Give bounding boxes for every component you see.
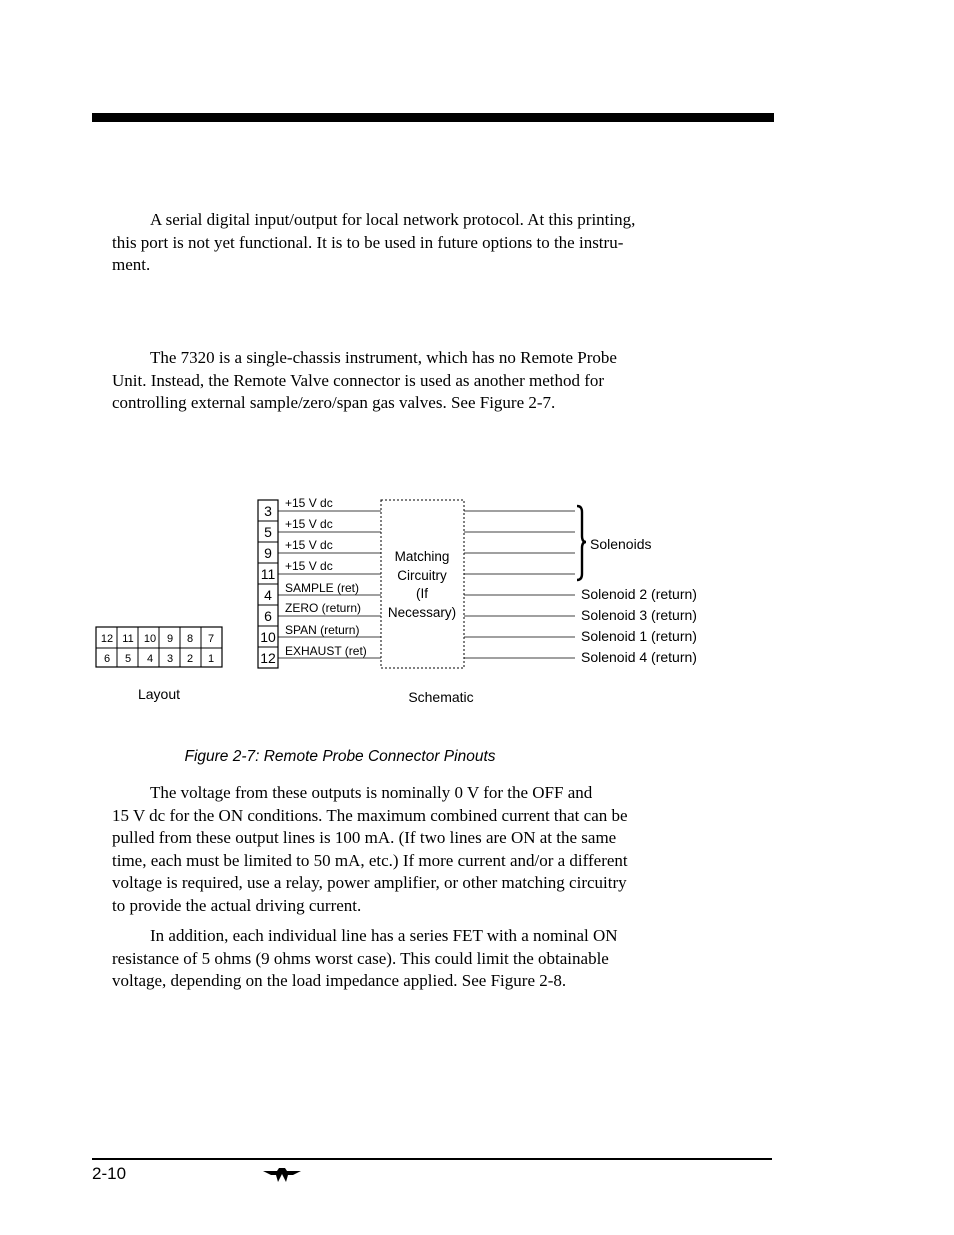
schematic-label: Schematic — [408, 689, 474, 705]
return-label: Solenoid 3 (return) — [581, 607, 697, 623]
layout-pin-top-1: 12 — [100, 633, 114, 645]
svg-text:(If: (If — [416, 586, 428, 601]
paragraph-network-port: A serial digital input/output for local network protocol. At this printing, this port is not yet functional. It is to be used in future options to the instru- ment. — [112, 210, 636, 275]
layout-pin-top-3: 10 — [143, 633, 157, 645]
matching-circuitry-label — [388, 549, 456, 620]
output-lines — [464, 511, 575, 658]
pin-number: 3 — [264, 503, 272, 519]
layout-pin-bottom-3: 4 — [146, 653, 154, 665]
paragraph-remote-valve: The 7320 is a single-chassis instrument, which has no Remote Probe Unit. Instead, the Remote Valve connector is used as another method for controlling external sample/zero/span gas valves. See Figure 2-7. — [112, 348, 617, 413]
return-label: Solenoid 2 (return) — [581, 586, 697, 602]
svg-text:Circuitry: Circuitry — [397, 568, 447, 583]
svg-text:Necessary): Necessary) — [387, 605, 457, 620]
signal-label: SPAN (return) — [285, 623, 360, 637]
signal-label: +15 V dc — [285, 538, 333, 552]
signal-label: SAMPLE (ret) — [285, 581, 360, 595]
signal-label: +15 V dc — [285, 496, 333, 510]
page-number: 2-10 — [92, 1164, 127, 1183]
pin-number: 6 — [264, 608, 272, 624]
signal-label: +15 V dc — [285, 517, 333, 531]
layout-label: Layout — [137, 686, 181, 702]
pin-number: 9 — [264, 545, 272, 561]
pin-number: 11 — [260, 566, 276, 582]
schematic-pin-column — [258, 500, 278, 668]
teledyne-logo-icon — [263, 1168, 301, 1182]
layout-pin-top-4: 9 — [166, 633, 174, 645]
connector-layout-grid — [96, 627, 222, 667]
paragraph-fet-resistance: In addition, each individual line has a series FET with a nominal ON resistance of 5 ohms (9 ohms worst case). This could limit the obtainable voltage, depending on the load impedance applied. See Figure 2-8. — [112, 926, 618, 991]
signal-labels — [285, 496, 367, 658]
layout-pin-bottom-6: 1 — [207, 653, 215, 665]
layout-pin-bottom-4: 3 — [166, 653, 174, 665]
return-label: Solenoid 4 (return) — [581, 649, 697, 665]
pin-number: 10 — [260, 629, 276, 645]
layout-pin-top-6: 7 — [207, 633, 215, 645]
layout-pin-top-5: 8 — [186, 633, 194, 645]
matching-circuitry-box — [381, 500, 464, 668]
layout-pin-bottom-2: 5 — [124, 653, 132, 665]
signal-label: EXHAUST (ret) — [285, 644, 367, 658]
paragraph-voltage-outputs: The voltage from these outputs is nominally 0 V for the OFF and 15 V dc for the ON conditions. The maximum combined current that can be pulled from these output lines is 100 mA. (If two lines are ON at the same time, each must be limited to 50 mA, etc.) If more current and/or a different voltage is required, use a relay, power amplifier, or other matching circuitry to provide the actual driving current. — [112, 783, 628, 915]
pin-number: 5 — [264, 524, 272, 540]
footer-rule — [92, 1158, 772, 1160]
return-label: Solenoid 1 (return) — [581, 628, 697, 644]
layout-pin-top-2: 11 — [122, 633, 134, 645]
pin-number: 4 — [264, 587, 272, 603]
solenoids-brace — [577, 506, 586, 580]
return-labels — [581, 586, 697, 665]
layout-pin-bottom-1: 6 — [103, 653, 111, 665]
svg-text:Matching: Matching — [394, 549, 450, 564]
solenoids-label: Solenoids — [590, 536, 652, 552]
signal-label: +15 V dc — [285, 559, 333, 573]
figure-caption: Figure 2-7: Remote Probe Connector Pinouts — [184, 748, 496, 765]
pin-number: 12 — [260, 650, 276, 666]
layout-pin-bottom-5: 2 — [186, 653, 194, 665]
signal-label: ZERO (return) — [285, 601, 362, 615]
